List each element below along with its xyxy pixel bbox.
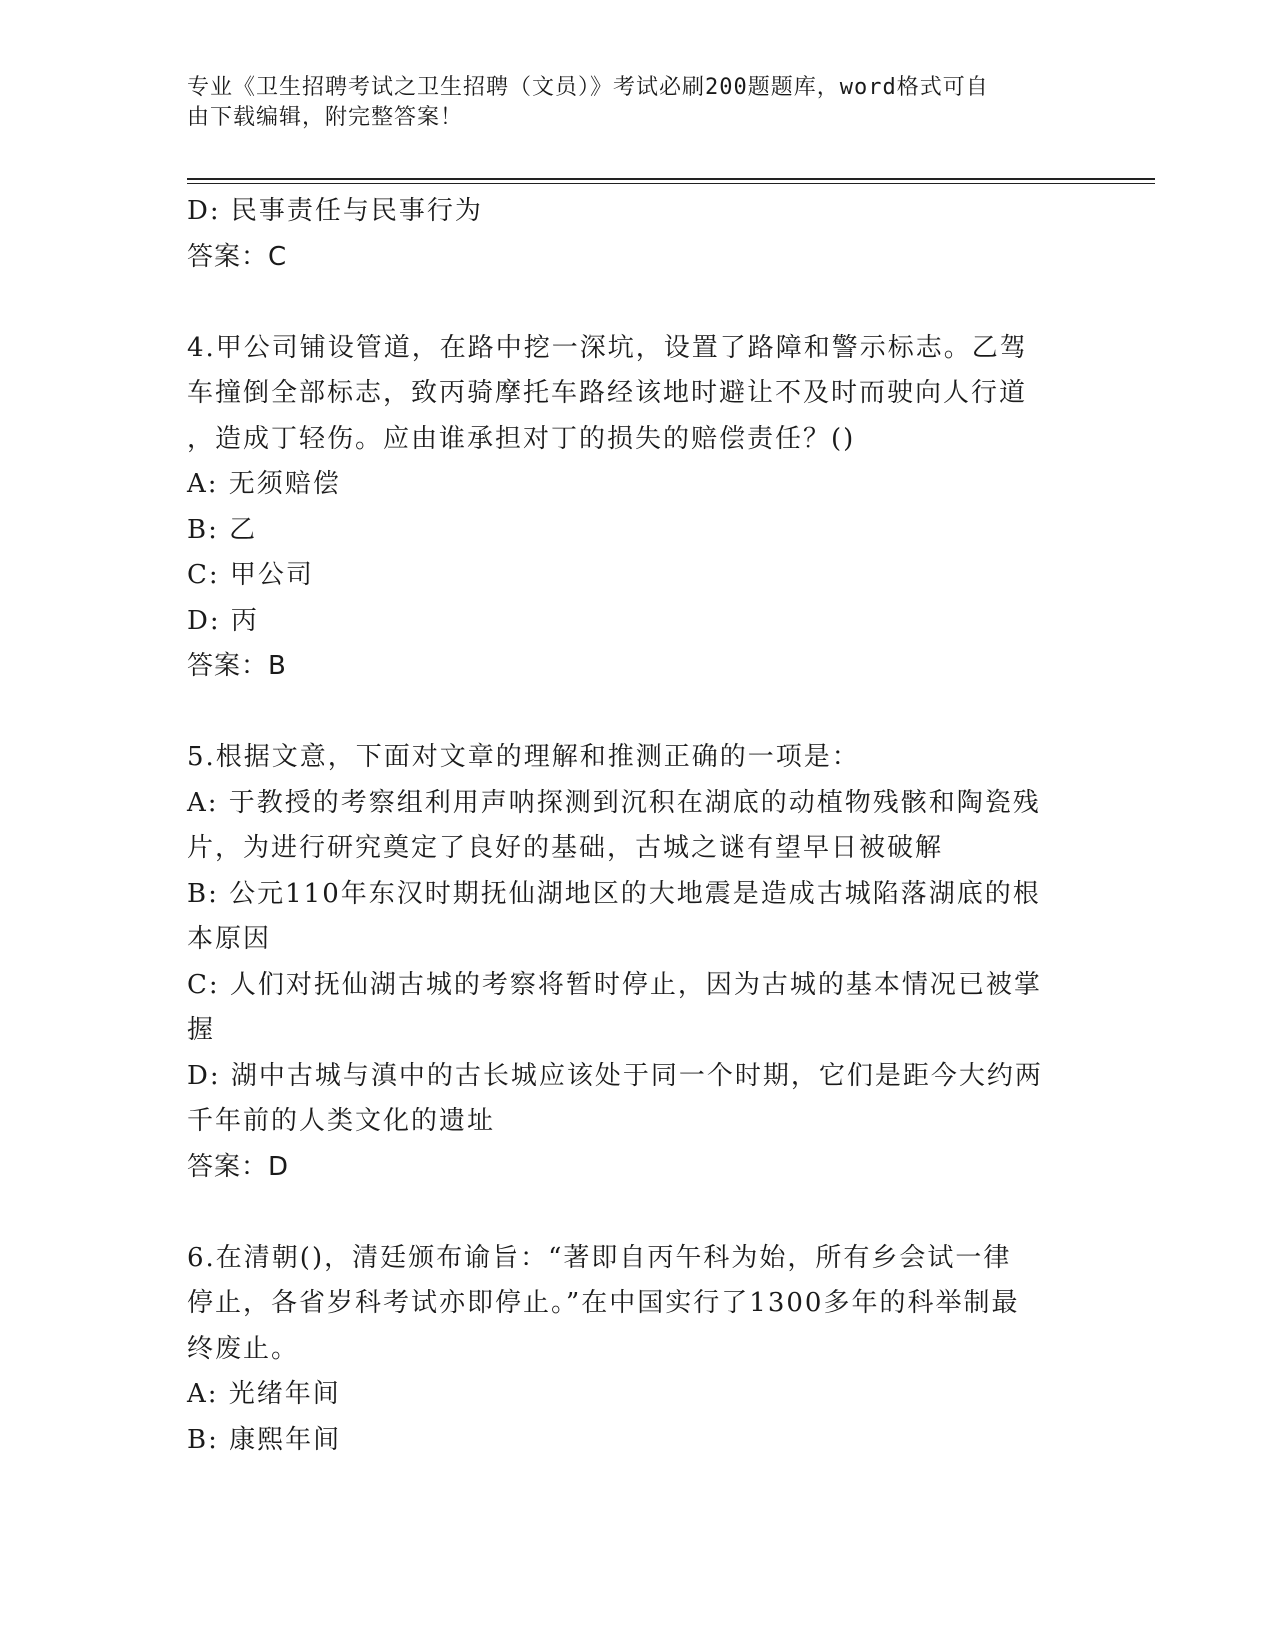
question-stem-line: 停止，各省岁科考试亦即停止。”在中国实行了1300多年的科举制最 [187,1288,1020,1318]
answer-line: 答案：C [187,241,288,272]
option-a: A: 光绪年间 [187,1379,341,1409]
header-rule-thin [187,183,1155,184]
option-c-continued: 握 [187,1015,216,1045]
option-d: D: 民事责任与民事行为 [187,196,483,226]
option-b: B: 公元110年东汉时期抚仙湖地区的大地震是造成古城陷落湖底的根 [187,878,1041,909]
option-a: A: 于教授的考察组利用声呐探测到沉积在湖底的动植物残骸和陶瓷残 [187,787,1041,818]
document-body [187,189,1087,1463]
spacer [187,280,1087,326]
option-d: D: 丙 [187,605,259,636]
option-c: C: 人们对抚仙湖古城的考察将暂时停止，因为古城的基本情况已被掌 [187,969,1042,1000]
question-3-tail [187,189,1087,280]
question-4 [187,326,1087,690]
question-stem-line: 终废止。 [187,1333,300,1364]
option-c: C: 甲公司 [187,560,314,590]
question-5 [187,735,1087,1190]
header-rule-thick [187,178,1155,180]
header-line-1: 专业《卫生招聘考试之卫生招聘（文员）》考试必刷200题题库，word格式可自 [187,75,989,100]
option-d: D: 湖中古城与滇中的古长城应该处于同一个时期，它们是距今大约两 [187,1060,1043,1091]
spacer [187,690,1087,736]
page-header [187,73,1067,133]
question-stem-line: 4.甲公司铺设管道，在路中挖一深坑，设置了路障和警示标志。乙驾 [187,332,1028,363]
option-a-continued: 片，为进行研究奠定了良好的基础，古城之谜有望早日被破解 [187,833,944,863]
option-a: A: 无须赔偿 [187,469,341,499]
option-b: B: 乙 [187,514,258,545]
option-b: B: 康熙年间 [187,1424,342,1455]
question-6 [187,1236,1087,1464]
question-stem-line: 6.在清朝()，清廷颁布谕旨：“著即自丙午科为始，所有乡会试一律 [187,1242,1012,1273]
question-stem-line: 5.根据文意，下面对文章的理解和推测正确的一项是： [187,742,860,772]
header-line-2: 由下载编辑，附完整答案！ [187,105,464,130]
answer-line: 答案：B [187,651,287,681]
option-d-continued: 千年前的人类文化的遗址 [187,1106,496,1136]
question-stem-line: ，造成丁轻伤。应由谁承担对丁的损失的赔偿责任？() [187,423,856,454]
question-stem-line: 车撞倒全部标志，致丙骑摩托车路经该地时避让不及时而驶向人行道 [187,378,1028,408]
answer-line: 答案：D [187,1151,290,1182]
option-b-continued: 本原因 [187,924,272,954]
spacer [187,1190,1087,1236]
